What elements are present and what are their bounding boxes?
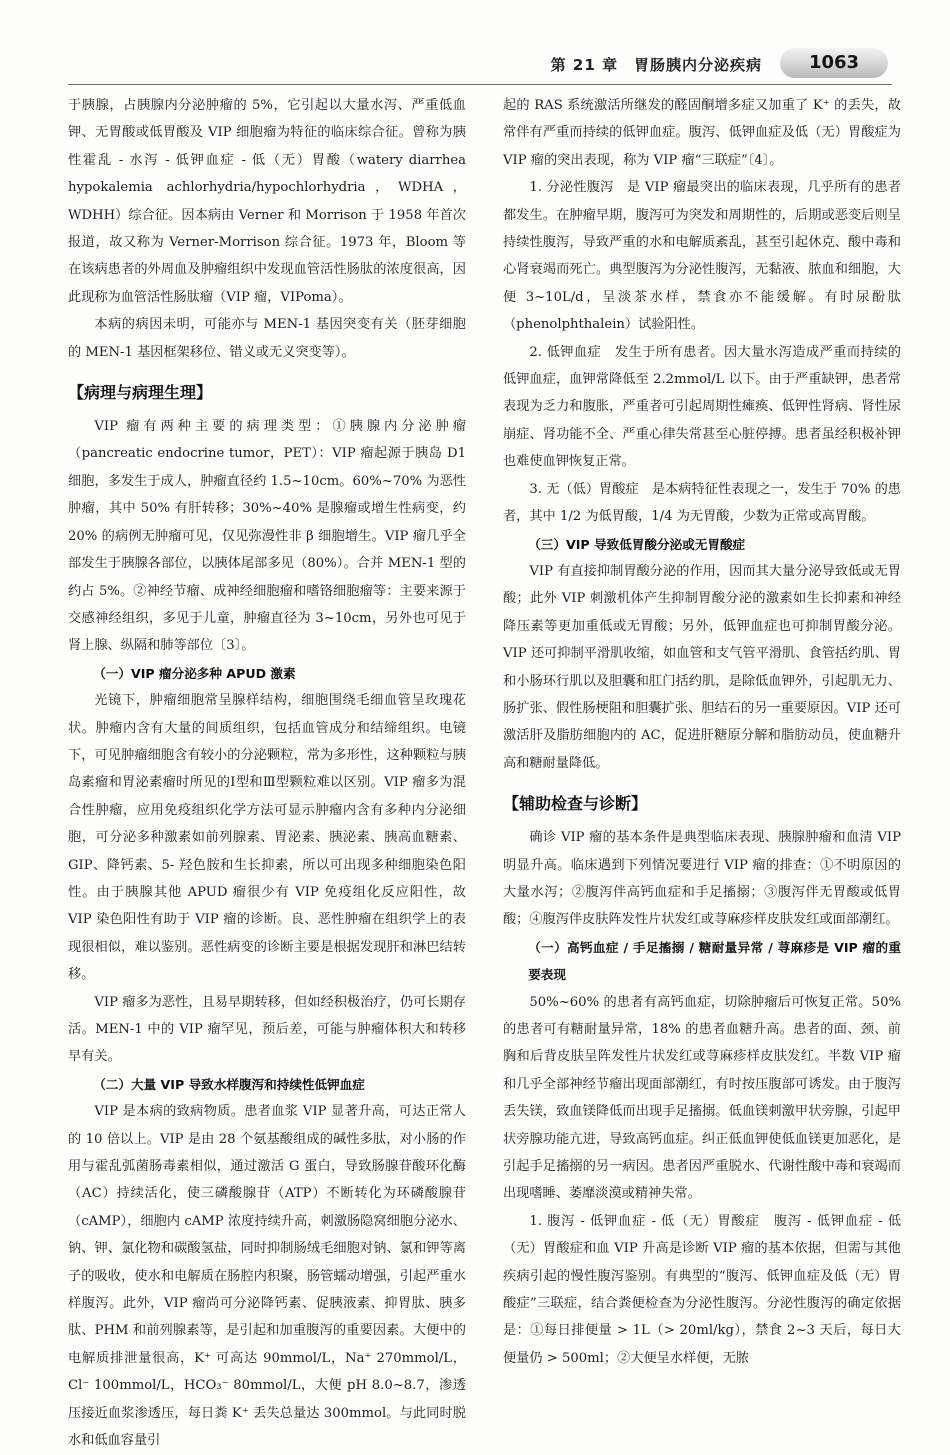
subsection-heading-3: （三）VIP 导致低胃酸分泌或无胃酸症 [528, 536, 746, 552]
body-paragraph: VIP 瘤多为恶性，且易早期转移，但如经积极治疗，仍可长期存活。MEN-1 中的 VIP 瘤罕见，预后差，可能与肿瘤体积大和转移早有关。 [68, 994, 466, 1065]
numbered-item: 1. 分泌性腹泻 是 VIP 瘤最突出的临床表现，几乎所有的患者都发生。在肿瘤早期，腹泻可为突发和周期性的，后期或恶变后则呈持续性腹泻，导致严重的水和电解质紊乱，甚至引起休克、酸中毒和心肾衰竭而死亡。典型腹泻为分泌性腹泻，无黏液、脓血和细胞，大便 3~10L/d，呈淡茶水样，禁食亦不能缓解。有时尿酚肽（phenolphthalein）试验阳性。 [503, 180, 901, 333]
body-paragraph: 于胰腺，占胰腺内分泌肿瘤的 5%，它引起以大量水泻、严重低血钾、无胃酸或低胃酸及 VIP 细胞瘤为特征的临床综合征。曾称为胰性霍乱 - 水泻 - 低钾血症 - 低（无）胃酸（watery diarrhea hypokalemia achlorhydria/hypochlorhydria，WDHA，WDHH）综合征。因本病由 Verner 和 Morrison 于 1958 年首次报道，故又称为 Verner-Morrison 综合征。1973 年，Bloom 等在该病患者的外周血及肿瘤组织中发现血管活性肠肽的浓度很高，因此现称为血管活性肠肽瘤（VIP 瘤，VIPoma）。 [68, 98, 466, 305]
body-paragraph: VIP 瘤有两种主要的病理类型：①胰腺内分泌肿瘤（pancreatic endocrine tumor，PET）：VIP 瘤起源于胰岛 D1 细胞，多发生于成人，肿瘤直径约 1.5~10cm。60%~70% 为恶性肿瘤，其中 50% 有肝转移；30%~40% 是腺瘤或增生性病变，约 20% 的病例无肿瘤可见，仅见弥漫性非 β 细胞增生。VIP 瘤几乎全部发生于胰腺各部位，以胰体尾部多见（80%）。合并 MEN-1 型的约占 5%。②神经节瘤、成神经细胞瘤和嗜铬细胞瘤等：主要来源于交感神经组织，多见于儿童，肿瘤直径为 3~10cm，另外也可见于肾上腺、纵隔和肺等部位〔3〕。 [68, 419, 466, 654]
subsection-heading-4: （一）高钙血症 / 手足搐搦 / 糖耐量异常 / 荨麻疹是 VIP 瘤的重要表现 [528, 939, 901, 983]
subsection-heading-2: （二）大量 VIP 导致水样腹泻和持续性低钾血症 [93, 1076, 365, 1092]
body-paragraph: 本病的病因未明，可能亦与 MEN-1 基因突变有关（胚芽细胞的 MEN-1 基因框架移位、错义或无义突变等）。 [68, 317, 466, 360]
section-heading-pathology: 【病理与病理生理】 [68, 383, 213, 403]
running-header [68, 44, 892, 85]
body-paragraph: 确诊 VIP 瘤的基本条件是典型临床表现、胰腺肿瘤和血清 VIP 明显升高。临床遇到下列情况要进行 VIP 瘤的排查：①不明原因的大量水泻；②腹泻伴高钙血症和手足搐搦；③腹泻伴无胃酸或低胃酸；④腹泻伴皮肤阵发性片状发红或荨麻疹样皮肤发红或面部潮红。 [503, 830, 901, 928]
body-paragraph: VIP 有直接抑制胃酸分泌的作用，因而其大量分泌导致低或无胃酸；此外 VIP 刺激机体产生抑制胃酸分泌的激素如生长抑素和神经降压素等更加重低或无胃酸；另外，低钾血症也可抑制胃酸分泌。VIP 还可抑制平滑肌收缩，如血管和支气管平滑肌、食管括约肌、胃和小肠环行肌以及胆囊和肛门括约肌，是除低血钾外，引起肌无力、肠扩张、假性肠梗阻和胆囊扩张、胆结石的另一重要原因。VIP 还可激活肝及脂肪细胞内的 AC，促进肝糖原分解和脂肪动员，使血糖升高和糖耐量降低。 [503, 563, 901, 771]
page-number-badge: 1063 [780, 48, 888, 78]
subsection-heading-1: （一）VIP 瘤分泌多种 APUD 激素 [93, 665, 296, 681]
body-paragraph: VIP 是本病的致病物质。患者血浆 VIP 显著升高，可达正常人的 10 倍以上。VIP 是由 28 个氨基酸组成的碱性多肽，对小肠的作用与霍乱弧菌肠毒素相似，通过激活 G 蛋白，导致肠腺苷酸环化酶（AC）持续活化，使三磷酸腺苷（ATP）不断转化为环磷酸腺苷（cAMP），细胞内 cAMP 浓度持续升高，刺激肠隐窝细胞分泌水、钠、钾、氯化物和碳酸氢盐，同时抑制肠绒毛细胞对钠、氯和钾等离子的吸收，使水和电解质在肠腔内积聚，肠管蠕动增强，引起严重水样腹泻。此外，VIP 瘤尚可分泌降钙素、促胰液素、抑胃肽、胰多肽、PHM 和前列腺素等，是引起和加重腹泻的重要因素。大便中的电解质排泄量很高，K⁺ 可高达 90mmol/L，Na⁺ 270mmol/L，Cl⁻ 100mmol/L，HCO₃⁻ 80mmol/L，大便 pH 8.0~8.7，渗透压接近血浆渗透压，每日粪 K⁺ 丢失总量达 300mmol。与此同时脱水和低血容量引 [68, 1104, 466, 1449]
numbered-item: 2. 低钾血症 发生于所有患者。因大量水泻造成严重而持续的低钾血症，血钾常降低至 2.2mmol/L 以下。由于严重缺钾，患者常表现为乏力和腹胀，严重者可引起周期性瘫痪、低钾性肾病、肾性尿崩症、肾功能不全、严重心律失常甚至心脏停搏。患者虽经积极补钾也难使血钾恢复正常。 [503, 344, 901, 470]
right-column [503, 92, 901, 1372]
body-paragraph: 1. 腹泻 - 低钾血症 - 低（无）胃酸症 腹泻 - 低钾血症 - 低（无）胃酸症和血 VIP 升高是诊断 VIP 瘤的基本依据，但需与其他疾病引起的慢性腹泻鉴别。有典型的“腹泻、低钾血症及低（无）胃酸症”三联症，结合粪便检查为分泌性腹泻。分泌性腹泻的确定依据是：①每日排便量 > 1L（> 20ml/kg），禁食 2~3 天后，每日大便量仍 > 500ml；②大便呈水样便，无脓 [503, 1213, 901, 1366]
body-paragraph: 光镜下，肿瘤细胞常呈腺样结构，细胞围绕毛细血管呈玫瑰花状。肿瘤内含有大量的间质组织，包括血管成分和结缔组织。电镜下，可见肿瘤细胞含有较小的分泌颗粒，常为多形性，这种颗粒与胰岛素瘤和胃泌素瘤时所见的Ⅰ型和Ⅲ型颗粒难以区别。VIP 瘤多为混合性肿瘤，应用免疫组织化学方法可显示肿瘤内含有多种内分泌细胞，可分泌多种激素如前列腺素、胃泌素、胰泌素、胰高血糖素、GIP、降钙素、5- 羟色胺和生长抑素，所以可出现多种细胞染色阳性。由于胰腺其他 APUD 瘤很少有 VIP 免疫组化反应阳性，故 VIP 染色阳性有助于 VIP 瘤的诊断。良、恶性肿瘤在组织学上的表现很相似，难以鉴别。恶性病变的诊断主要是根据发现肝和淋巴结转移。 [68, 693, 466, 983]
chapter-title: 第 21 章 胃肠胰内分泌疾病 [550, 56, 762, 74]
body-paragraph: 50%~60% 的患者有高钙血症，切除肿瘤后可恢复正常。50% 的患者可有糖耐量异常，18% 的患者血糖升高。患者的面、颈、前胸和后背皮肤呈阵发性片状发红或荨麻疹样皮肤发红。半数 VIP 瘤和几乎全部神经节瘤出现面部潮红，有时按压腹部可诱发。由于腹泻丢失镁，致血镁降低而出现手足搐搦。低血镁刺激甲状旁腺，引起甲状旁腺功能亢进，导致高钙血症。纠正低血钾使低血镁更加恶化，是引起手足搐搦的另一病因。患者因严重脱水、代谢性酸中毒和衰竭而出现嗜睡、萎靡淡漠或精神失常。 [503, 994, 901, 1202]
left-column [68, 92, 466, 1455]
body-paragraph: 起的 RAS 系统激活所继发的醛固酮增多症又加重了 K⁺ 的丢失，故常伴有严重而持续的低钾血症。腹泻、低钾血症及低（无）胃酸症为 VIP 瘤的突出表现，称为 VIP 瘤“三联症”〔4〕。 [503, 98, 901, 168]
numbered-item: 3. 无（低）胃酸症 是本病特征性表现之一，发生于 70% 的患者，其中 1/2 为低胃酸，1/4 为无胃酸，少数为正常或高胃酸。 [503, 481, 901, 525]
section-heading-diagnosis: 【辅助检查与诊断】 [503, 794, 648, 814]
